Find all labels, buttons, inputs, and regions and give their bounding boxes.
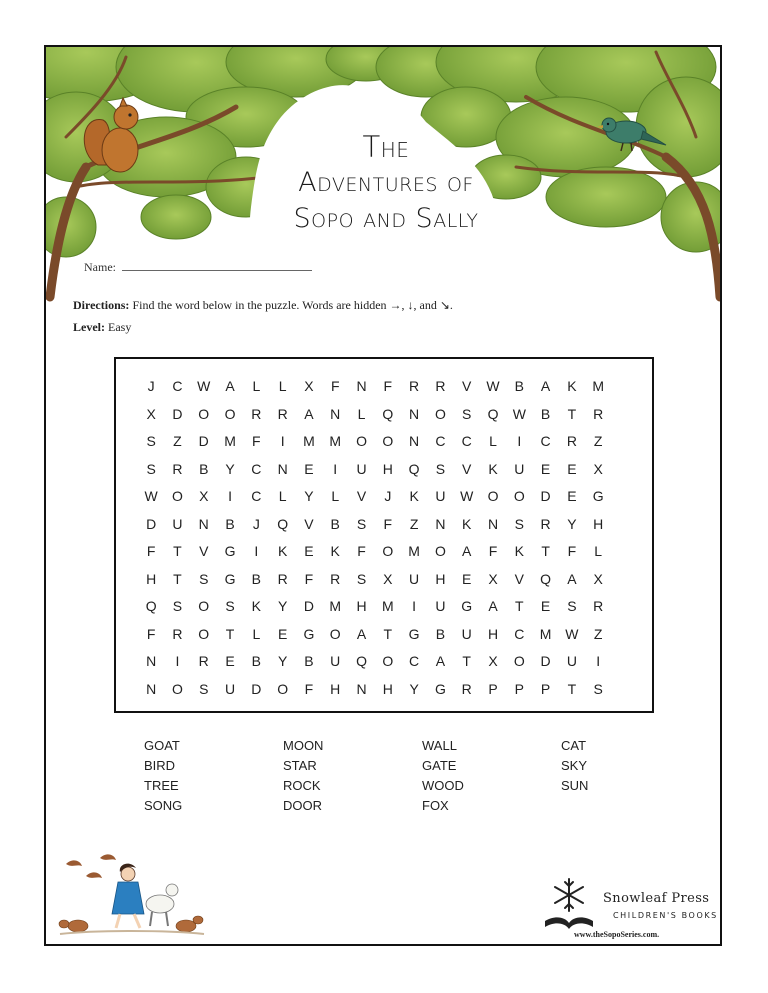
directions-text: Find the word below in the puzzle. Words are hidden →, ↓, and ↘.: [132, 298, 453, 312]
level-label: Level:: [73, 320, 105, 334]
grid-letter[interactable]: S: [462, 405, 472, 422]
grid-letter[interactable]: W: [512, 405, 526, 422]
grid-letter[interactable]: Y: [277, 598, 288, 614]
grid-letter[interactable]: T: [383, 625, 393, 642]
grid-letter[interactable]: L: [357, 405, 366, 422]
word-list-item: DOOR: [283, 798, 322, 813]
grid-letter[interactable]: I: [254, 543, 259, 559]
grid-letter[interactable]: X: [488, 653, 498, 669]
grid-letter[interactable]: Z: [173, 433, 182, 449]
letter-grid: [138, 373, 611, 703]
grid-letter[interactable]: V: [462, 460, 472, 477]
grid-letter[interactable]: F: [330, 378, 340, 394]
grid-letter[interactable]: S: [225, 598, 235, 614]
word-list-item: SUN: [561, 778, 589, 793]
grid-letter[interactable]: O: [513, 488, 525, 504]
grid-letter[interactable]: Q: [487, 405, 499, 422]
grid-letter[interactable]: H: [146, 570, 157, 587]
grid-letter[interactable]: Q: [408, 460, 420, 477]
grid-letter[interactable]: N: [146, 680, 157, 697]
grid-letter[interactable]: R: [172, 625, 183, 642]
grid-letter[interactable]: O: [224, 405, 236, 422]
grid-letter[interactable]: E: [540, 598, 551, 614]
word-list-item: WALL: [422, 738, 457, 753]
grid-letter[interactable]: W: [565, 625, 579, 642]
grid-letter[interactable]: R: [593, 598, 604, 614]
grid-letter[interactable]: U: [330, 653, 341, 669]
grid-letter[interactable]: U: [435, 488, 446, 504]
grid-letter[interactable]: X: [383, 570, 393, 587]
grid-letter[interactable]: D: [172, 405, 183, 422]
worksheet-frame: [44, 45, 722, 946]
directions: [73, 298, 453, 313]
grid-letter[interactable]: V: [199, 543, 209, 559]
word-list-item: WOOD: [422, 778, 464, 793]
grid-letter[interactable]: G: [224, 543, 236, 559]
word-list: [144, 736, 661, 816]
grid-letter[interactable]: W: [197, 378, 211, 394]
grid-letter[interactable]: M: [539, 625, 552, 642]
publisher-logo: [531, 875, 718, 935]
grid-letter[interactable]: A: [225, 378, 235, 394]
grid-letter[interactable]: S: [146, 460, 156, 477]
grid-letter[interactable]: G: [592, 488, 604, 504]
grid-letter[interactable]: K: [277, 543, 288, 559]
grid-letter[interactable]: T: [567, 680, 577, 697]
grid-letter[interactable]: E: [540, 460, 551, 477]
grid-letter[interactable]: R: [330, 570, 341, 587]
grid-letter[interactable]: G: [224, 570, 236, 587]
grid-letter[interactable]: N: [435, 515, 446, 532]
grid-letter[interactable]: F: [383, 515, 393, 532]
small-bird-3: [86, 872, 102, 878]
grid-letter[interactable]: F: [383, 378, 393, 394]
girl-and-animals-illustration: [56, 852, 206, 942]
grid-letter[interactable]: Y: [409, 680, 419, 697]
grid-letter[interactable]: S: [199, 570, 209, 587]
grid-letter[interactable]: M: [224, 433, 236, 449]
directions-label: Directions:: [73, 298, 130, 312]
word-list-item: STAR: [283, 758, 317, 773]
grid-letter[interactable]: O: [487, 488, 499, 504]
grid-letter[interactable]: Y: [567, 515, 577, 532]
grid-letter[interactable]: B: [225, 515, 235, 532]
word-list-item: CAT: [561, 738, 587, 753]
grid-letter[interactable]: N: [356, 680, 367, 697]
grid-letter[interactable]: O: [198, 598, 210, 614]
grid-letter[interactable]: O: [382, 433, 394, 449]
grid-letter[interactable]: K: [488, 460, 498, 477]
grid-letter[interactable]: S: [356, 515, 367, 532]
grid-letter[interactable]: T: [225, 625, 235, 642]
grid-letter[interactable]: Z: [409, 515, 419, 532]
grid-letter[interactable]: H: [593, 515, 604, 532]
grid-letter[interactable]: R: [409, 378, 420, 394]
grid-letter[interactable]: U: [566, 653, 577, 669]
grid-letter[interactable]: N: [146, 653, 157, 669]
grid-letter[interactable]: R: [198, 653, 209, 669]
grid-letter[interactable]: O: [329, 625, 341, 642]
grid-letter[interactable]: A: [540, 378, 551, 394]
grid-letter[interactable]: X: [488, 570, 498, 587]
grid-letter[interactable]: V: [462, 378, 472, 394]
grid-letter[interactable]: G: [461, 598, 473, 614]
grid-letter[interactable]: E: [225, 653, 235, 669]
grid-letter[interactable]: H: [435, 570, 446, 587]
grid-letter[interactable]: R: [251, 405, 262, 422]
grid-letter[interactable]: V: [304, 515, 314, 532]
grid-letter[interactable]: I: [228, 488, 232, 504]
grid-letter[interactable]: D: [540, 488, 551, 504]
grid-letter[interactable]: C: [251, 488, 262, 504]
grid-letter[interactable]: M: [329, 433, 342, 449]
grid-letter[interactable]: O: [434, 405, 446, 422]
grid-letter[interactable]: C: [540, 433, 551, 449]
grid-letter[interactable]: C: [172, 378, 183, 394]
grid-letter[interactable]: E: [567, 460, 577, 477]
grid-letter[interactable]: J: [147, 378, 155, 394]
grid-letter[interactable]: D: [303, 598, 314, 614]
grid-letter[interactable]: C: [514, 625, 525, 642]
grid-letter[interactable]: Q: [277, 515, 289, 532]
grid-letter[interactable]: I: [280, 433, 285, 449]
grid-letter[interactable]: E: [277, 625, 288, 642]
grid-letter[interactable]: C: [251, 460, 262, 477]
grid-letter[interactable]: R: [277, 570, 288, 587]
publisher-subtitle: CHILDREN'S BOOKS: [613, 911, 718, 920]
grid-letter[interactable]: B: [304, 653, 314, 669]
grid-letter[interactable]: Y: [277, 653, 288, 669]
grid-letter[interactable]: L: [594, 543, 603, 559]
grid-letter[interactable]: N: [277, 460, 288, 477]
grid-letter[interactable]: E: [462, 570, 472, 587]
grid-letter[interactable]: S: [435, 460, 446, 477]
grid-letter[interactable]: H: [330, 680, 341, 697]
grid-letter[interactable]: S: [567, 598, 577, 614]
grid-letter[interactable]: N: [409, 405, 420, 422]
grid-letter[interactable]: O: [382, 653, 394, 669]
grid-letter[interactable]: F: [304, 570, 314, 587]
grid-letter[interactable]: Q: [382, 405, 394, 422]
name-field[interactable]: [84, 260, 312, 275]
grid-letter[interactable]: T: [173, 543, 182, 559]
word-list-item: FOX: [422, 798, 449, 813]
grid-letter[interactable]: M: [303, 433, 315, 449]
grid-letter[interactable]: R: [593, 405, 604, 422]
grid-letter[interactable]: U: [435, 598, 446, 614]
grid-letter[interactable]: J: [252, 515, 260, 532]
grid-letter[interactable]: A: [488, 598, 498, 614]
grid-letter[interactable]: B: [199, 460, 209, 477]
word-list-item: [561, 796, 661, 816]
grid-letter[interactable]: W: [144, 488, 158, 504]
website-url[interactable]: www.theSopoSeries.com.: [574, 930, 660, 939]
grid-letter[interactable]: H: [356, 598, 367, 614]
grid-letter[interactable]: D: [251, 680, 262, 697]
grid-letter[interactable]: L: [278, 378, 287, 394]
grid-letter[interactable]: Z: [593, 433, 603, 449]
grid-letter[interactable]: S: [172, 598, 183, 614]
grid-letter[interactable]: F: [357, 543, 366, 559]
grid-letter[interactable]: N: [198, 515, 209, 532]
grid-letter[interactable]: I: [175, 653, 180, 669]
word-list-item: ROCK: [283, 778, 321, 793]
grid-letter[interactable]: M: [408, 543, 420, 559]
grid-letter[interactable]: O: [172, 680, 183, 697]
publisher-name: Snowleaf Press: [603, 891, 710, 906]
grid-letter[interactable]: M: [381, 598, 394, 614]
grid-letter[interactable]: V: [356, 488, 367, 504]
grid-letter[interactable]: I: [333, 460, 338, 477]
grid-letter[interactable]: A: [462, 543, 472, 559]
level-value: Easy: [108, 320, 132, 334]
grid-letter[interactable]: X: [593, 460, 603, 477]
grid-letter[interactable]: X: [199, 488, 209, 504]
grid-letter[interactable]: O: [356, 433, 367, 449]
grid-letter[interactable]: R: [566, 433, 577, 449]
word-list-item: SKY: [561, 758, 588, 773]
grid-letter[interactable]: K: [330, 543, 340, 559]
grid-letter[interactable]: F: [304, 680, 314, 697]
grid-letter[interactable]: B: [435, 625, 446, 642]
grid-letter[interactable]: N: [356, 378, 367, 394]
grid-letter[interactable]: O: [198, 625, 210, 642]
grid-letter[interactable]: P: [488, 680, 498, 697]
grid-letter[interactable]: C: [461, 433, 472, 449]
grid-letter[interactable]: I: [517, 433, 522, 449]
grid-letter[interactable]: W: [460, 488, 474, 504]
grid-letter[interactable]: B: [540, 405, 551, 422]
small-bird-2: [100, 854, 116, 860]
grid-letter[interactable]: F: [252, 433, 261, 449]
grid-letter[interactable]: Q: [145, 598, 157, 614]
grid-letter[interactable]: A: [567, 570, 577, 587]
grid-letter[interactable]: C: [435, 433, 446, 449]
grid-letter[interactable]: O: [434, 543, 446, 559]
grid-letter[interactable]: U: [224, 680, 236, 697]
grid-letter[interactable]: S: [514, 515, 524, 532]
grid-letter[interactable]: E: [567, 488, 577, 504]
word-list-item: BIRD: [144, 758, 176, 773]
grid-letter[interactable]: G: [303, 625, 315, 642]
grid-letter[interactable]: H: [487, 625, 499, 642]
grid-letter[interactable]: N: [330, 405, 341, 422]
grid-letter[interactable]: J: [384, 488, 392, 504]
grid-letter[interactable]: Q: [540, 570, 552, 587]
grid-letter[interactable]: D: [146, 515, 157, 532]
grid-letter[interactable]: S: [593, 680, 603, 697]
grid-letter[interactable]: O: [382, 543, 394, 559]
name-label: Name:: [84, 260, 116, 274]
grid-letter[interactable]: M: [329, 598, 342, 614]
small-bird-1: [66, 860, 82, 866]
grid-letter[interactable]: A: [435, 653, 446, 669]
grid-letter[interactable]: B: [251, 653, 261, 669]
grid-letter[interactable]: B: [251, 570, 261, 587]
grid-letter[interactable]: Z: [593, 625, 603, 642]
rabbit-figures: [59, 916, 203, 932]
grid-letter[interactable]: N: [487, 515, 499, 532]
grid-letter[interactable]: G: [408, 625, 420, 642]
grid-letter[interactable]: K: [514, 543, 524, 559]
grid-letter[interactable]: R: [435, 378, 446, 394]
grid-letter[interactable]: U: [409, 570, 420, 587]
grid-letter[interactable]: K: [251, 598, 261, 614]
grid-letter[interactable]: T: [567, 405, 577, 422]
grid-letter[interactable]: E: [304, 460, 314, 477]
grid-letter[interactable]: K: [462, 515, 472, 532]
grid-letter[interactable]: T: [541, 543, 550, 559]
grid-letter[interactable]: S: [146, 433, 156, 449]
grid-letter[interactable]: B: [330, 515, 340, 532]
grid-letter[interactable]: X: [304, 378, 314, 394]
grid-letter[interactable]: S: [199, 680, 209, 697]
grid-letter[interactable]: H: [382, 460, 393, 477]
grid-letter[interactable]: K: [409, 488, 419, 504]
name-blank-line[interactable]: [122, 260, 312, 271]
grid-letter[interactable]: C: [409, 653, 420, 669]
grid-letter[interactable]: L: [252, 378, 261, 394]
grid-letter[interactable]: W: [486, 378, 500, 394]
grid-letter[interactable]: L: [331, 488, 340, 504]
word-list-item: TREE: [144, 778, 179, 793]
grid-letter[interactable]: R: [277, 405, 288, 422]
grid-letter[interactable]: X: [146, 405, 156, 422]
title-line-1: The: [362, 130, 410, 164]
grid-letter[interactable]: Y: [304, 488, 314, 504]
grid-letter[interactable]: D: [198, 433, 209, 449]
grid-letter[interactable]: K: [567, 378, 577, 394]
grid-letter[interactable]: R: [540, 515, 551, 532]
grid-letter[interactable]: P: [540, 680, 551, 697]
grid-letter[interactable]: E: [304, 543, 314, 559]
title-line-2: Adventures of: [298, 167, 474, 198]
grid-letter[interactable]: U: [514, 460, 525, 477]
word-list-item: SONG: [144, 798, 183, 813]
word-search-grid: [114, 357, 654, 713]
grid-letter[interactable]: O: [513, 653, 525, 669]
ground-shadow: [60, 931, 204, 934]
grid-letter[interactable]: S: [356, 570, 367, 587]
grid-letter[interactable]: T: [462, 653, 471, 669]
girl-figure: [112, 864, 144, 928]
grid-letter[interactable]: I: [412, 598, 417, 614]
grid-letter[interactable]: X: [593, 570, 603, 587]
grid-letter[interactable]: D: [540, 653, 551, 669]
grid-letter[interactable]: U: [172, 515, 183, 532]
grid-letter[interactable]: F: [146, 543, 156, 559]
grid-letter[interactable]: F: [567, 543, 577, 559]
grid-letter[interactable]: L: [278, 488, 287, 504]
grid-letter[interactable]: L: [252, 625, 261, 642]
grid-letter[interactable]: U: [461, 625, 472, 642]
grid-letter[interactable]: T: [515, 598, 524, 614]
grid-letter[interactable]: H: [382, 680, 393, 697]
grid-letter[interactable]: G: [434, 680, 446, 697]
grid-letter[interactable]: L: [489, 433, 497, 449]
grid-letter[interactable]: A: [356, 625, 367, 642]
grid-letter[interactable]: Q: [356, 653, 367, 669]
word-list-item: GATE: [422, 758, 457, 773]
grid-letter[interactable]: U: [356, 460, 367, 477]
title-line-3: Sopo and Sally: [293, 203, 479, 234]
grid-letter[interactable]: R: [172, 460, 183, 477]
grid-letter[interactable]: F: [488, 543, 498, 559]
word-list-item: MOON: [283, 738, 324, 753]
grid-letter[interactable]: M: [592, 378, 605, 394]
grid-letter[interactable]: N: [409, 433, 420, 449]
grid-letter[interactable]: P: [514, 680, 524, 697]
goat-figure: [146, 884, 178, 926]
grid-letter[interactable]: O: [172, 488, 183, 504]
grid-letter[interactable]: V: [514, 570, 524, 587]
grid-letter[interactable]: A: [304, 405, 314, 422]
grid-letter[interactable]: O: [198, 405, 210, 422]
grid-letter[interactable]: T: [173, 570, 182, 587]
grid-letter[interactable]: F: [146, 625, 156, 642]
page-title: [241, 129, 531, 237]
word-list-item: GOAT: [144, 738, 180, 753]
grid-letter[interactable]: R: [461, 680, 472, 697]
snowflake-book-icon: [541, 877, 597, 931]
grid-letter[interactable]: I: [596, 653, 601, 669]
level: [73, 320, 131, 335]
grid-letter[interactable]: B: [514, 378, 524, 394]
grid-letter[interactable]: O: [277, 680, 289, 697]
grid-letter[interactable]: Y: [225, 460, 235, 477]
